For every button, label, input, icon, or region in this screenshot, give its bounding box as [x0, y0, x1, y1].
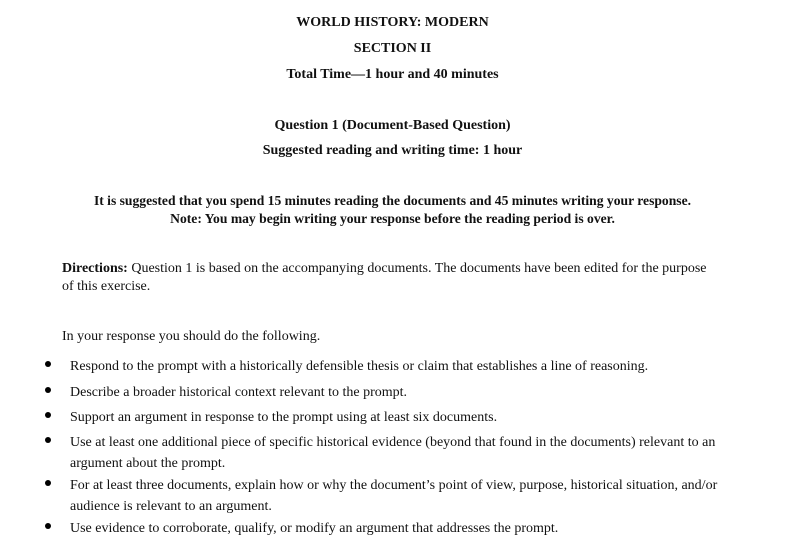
suggested-time: Suggested reading and writing time: 1 hour	[262, 143, 523, 158]
reading-suggestion: It is suggested that you spend 15 minutes reading the documents and 45 minutes writing your response.	[93, 193, 692, 208]
directions-paragraph	[62, 260, 712, 296]
directions-label: Directions:	[62, 261, 128, 276]
exam-title: WORLD HISTORY: MODERN	[296, 15, 489, 30]
instructions-intro: In your response you should do the following.	[62, 329, 321, 344]
total-time: Total Time—1 hour and 40 minutes	[286, 67, 499, 82]
bullet-icon	[45, 387, 51, 393]
bullet-icon	[45, 523, 51, 529]
bullet-icon	[45, 361, 51, 367]
list-item-text: Use evidence to corroborate, qualify, or modify an argument that addresses the prompt.	[70, 521, 559, 536]
bullet-icon	[45, 480, 51, 486]
bullet-icon	[45, 437, 51, 443]
bullet-icon	[45, 412, 51, 418]
list-item-text: Describe a broader historical context relevant to the prompt.	[70, 385, 408, 400]
reading-note: Note: You may begin writing your response before the reading period is over.	[170, 211, 615, 226]
directions-text: Question 1 is based on the accompanying documents. The documents have been edited for the purpose of this exercise.	[62, 261, 707, 294]
section-heading: SECTION II	[353, 41, 432, 56]
list-item-text: Respond to the prompt with a historically defensible thesis or claim that establishes a line of reasoning.	[70, 359, 649, 374]
question-heading: Question 1 (Document-Based Question)	[274, 118, 511, 133]
list-item-text: Support an argument in response to the prompt using at least six documents.	[70, 410, 498, 425]
list-item-text: Use at least one additional piece of specific historical evidence (beyond that found in the documents) relevant to an argument about the prompt.	[70, 435, 716, 471]
list-item-text: For at least three documents, explain how or why the document’s point of view, purpose, historical situation, and/or audience is relevant to an argument.	[70, 478, 718, 514]
